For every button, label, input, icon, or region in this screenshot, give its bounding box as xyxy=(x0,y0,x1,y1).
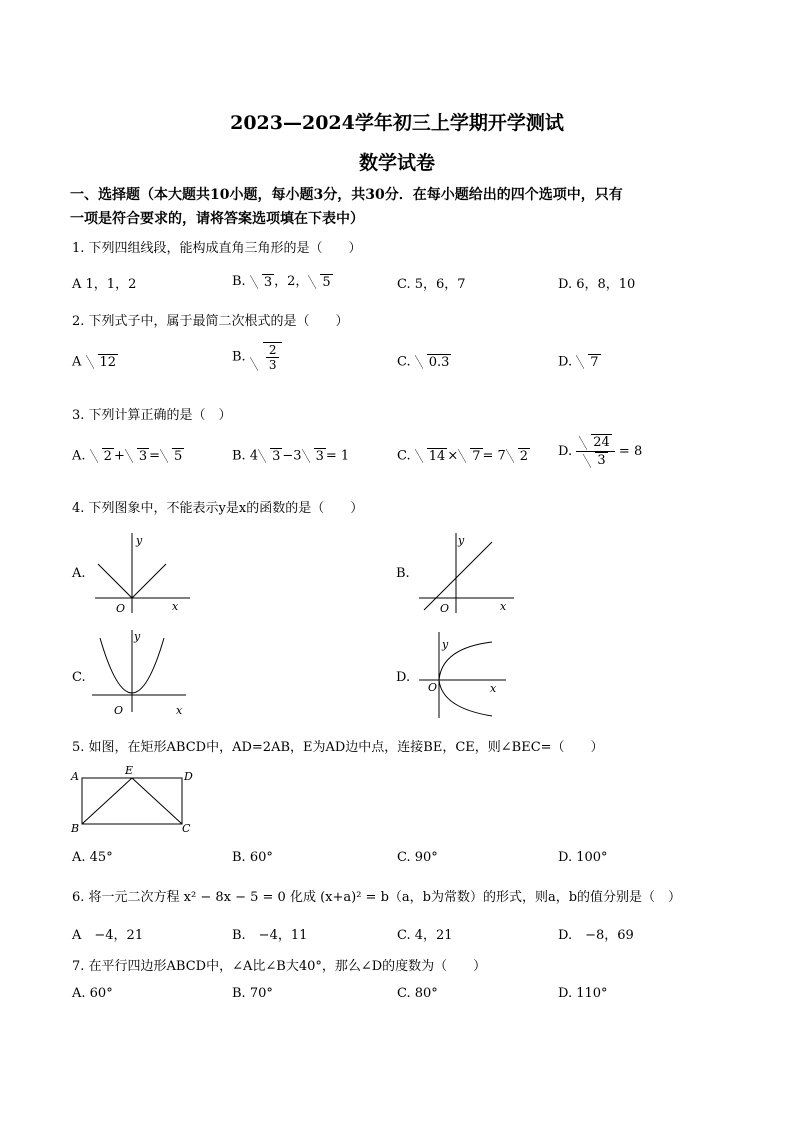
q2-d-prefix: D. xyxy=(558,354,573,370)
q3-a-radicand-2: 3 xyxy=(138,449,148,464)
q1-option-d: D. 6，8，10 xyxy=(558,277,636,292)
q4d-y-label: y xyxy=(442,638,449,651)
q5-label-a: A xyxy=(71,770,79,783)
question-1-stem: 1. 下列四组线段，能构成直角三角形的是（ ） xyxy=(72,241,362,256)
q3-c-radicand-1: 14 xyxy=(428,449,446,464)
q3-c-op: × xyxy=(447,448,459,464)
q4b-x-label: x xyxy=(500,600,507,613)
q5-rectangle-figure xyxy=(66,762,196,838)
q4d-origin: O xyxy=(428,681,438,694)
q3-c-radicand-3: 2 xyxy=(519,449,529,464)
q4d-curve xyxy=(439,642,492,716)
question-3-stem: 3. 下列计算正确的是（ ） xyxy=(72,408,232,423)
q3-d-num-radical xyxy=(579,434,612,451)
question-2-stem: 2. 下列式子中，属于最简二次根式的是（ ） xyxy=(72,314,349,329)
q4-label-b: B. xyxy=(396,566,410,581)
q6-option-c: C. 4，21 xyxy=(397,928,453,943)
q1-b-radical-2 xyxy=(308,274,332,290)
q3-d-eq: = 8 xyxy=(618,444,643,459)
q2-b-prefix: B. xyxy=(232,349,246,365)
q7-option-c: C. 80° xyxy=(397,986,438,1001)
q4-label-d: D. xyxy=(396,670,411,685)
q2-option-a xyxy=(72,354,118,370)
q3-d-den-radical xyxy=(583,452,607,469)
page-subtitle: 数学试卷 xyxy=(358,152,435,174)
q2-c-radical xyxy=(415,354,452,370)
q4a-x-label: x xyxy=(172,600,179,613)
q5-rectangle xyxy=(82,778,182,824)
q3-a-radicand-1: 2 xyxy=(103,449,112,464)
q4a-origin: O xyxy=(116,602,126,615)
q3-a-radical-3 xyxy=(160,448,184,464)
q4-label-a: A. xyxy=(72,566,86,581)
q3-option-d xyxy=(558,434,642,469)
question-7-stem: 7. 在平行四边形ABCD中，∠A比∠B大40°，那么∠D的度数为（ ） xyxy=(72,959,487,974)
question-6-stem: 6. 将一元二次方程 x² − 8x − 5 = 0 化成 (x+a)² = b（a，b为常数）的形式，则a，b的值分别是（ ） xyxy=(72,890,682,905)
q7-option-b: B. 70° xyxy=(232,986,273,1001)
q3-d-denominator xyxy=(576,452,615,469)
q4d-x-label: x xyxy=(490,682,497,695)
q6-option-d: D. −8，69 xyxy=(558,928,634,943)
q4c-origin: O xyxy=(114,704,124,717)
q1-b-radical-1 xyxy=(250,274,274,290)
q2-c-prefix: C. xyxy=(397,354,411,370)
q3-a-radical-1 xyxy=(90,448,114,464)
q2-d-radical xyxy=(576,354,600,370)
q5-option-a: A. 45° xyxy=(72,850,113,865)
q3-a-prefix: A. xyxy=(72,448,86,464)
q5-label-e: E xyxy=(125,764,134,777)
q1-b-radicand-1: 3 xyxy=(263,274,273,290)
q3-c-prefix: C. xyxy=(397,448,411,464)
q2-option-d xyxy=(558,354,601,370)
q1-b-prefix: B. xyxy=(232,274,246,289)
q3-a-eq: = xyxy=(149,448,161,464)
q5-segment-ce xyxy=(132,778,182,824)
q4b-y-label: y xyxy=(458,534,465,547)
q3-b-radicand-1: 3 xyxy=(272,449,281,464)
q2-a-radical xyxy=(86,354,119,370)
q1-option-c: C. 5，6，7 xyxy=(397,277,466,292)
q3-c-eq: = 7 xyxy=(482,448,506,464)
q2-b-fraction xyxy=(266,343,280,372)
q2-a-radicand: 12 xyxy=(99,355,117,370)
q5-option-c: C. 90° xyxy=(397,850,438,865)
q3-d-numerator xyxy=(576,434,615,452)
q7-option-a: A. 60° xyxy=(72,986,113,1001)
q4b-origin: O xyxy=(440,602,450,615)
q3-c-radical-3 xyxy=(506,448,530,464)
q1-option-b xyxy=(232,270,333,290)
q6-option-b: B. −4，11 xyxy=(232,928,308,943)
q2-a-prefix: A xyxy=(72,354,82,370)
q2-b-radicand xyxy=(263,342,283,372)
q3-c-radical-1 xyxy=(415,448,448,464)
q5-option-b: B. 60° xyxy=(232,850,273,865)
q3-b-radical-2 xyxy=(302,448,326,464)
q3-a-radical-2 xyxy=(125,448,149,464)
q4-graph-d xyxy=(414,628,524,720)
q4-graph-c xyxy=(90,628,200,718)
q3-d-den-radicand: 3 xyxy=(597,453,606,468)
q5-segment-be xyxy=(82,778,132,824)
q4-label-c: C. xyxy=(72,670,86,685)
q3-d-fraction xyxy=(576,434,615,469)
q1-b-mid: ，2， xyxy=(274,274,309,289)
q1-b-radicand-2: 5 xyxy=(322,274,331,290)
q2-b-denominator: 3 xyxy=(268,358,277,372)
q2-c-radicand: 0.3 xyxy=(428,355,450,370)
q5-label-d: D xyxy=(184,770,193,783)
q3-option-c xyxy=(397,448,530,464)
q6-option-a: A −4，21 xyxy=(72,928,144,943)
q3-a-op: + xyxy=(113,448,125,464)
q4c-y-label: y xyxy=(134,630,141,643)
q3-option-a xyxy=(72,448,184,464)
q3-b-radical-1 xyxy=(258,448,282,464)
page-title: 2023—2024学年初三上学期开学测试 xyxy=(230,112,564,134)
q2-b-numerator: 2 xyxy=(266,343,280,358)
q4c-x-label: x xyxy=(176,704,183,717)
q3-b-coef: 4 xyxy=(249,448,259,464)
q1-option-a: A 1，1，2 xyxy=(72,277,137,292)
q3-option-b xyxy=(232,448,349,464)
question-4-stem: 4. 下列图象中，不能表示y是x的函数的是（ ） xyxy=(72,501,364,516)
q3-b-eq: = 1 xyxy=(325,448,350,464)
q3-d-prefix: D. xyxy=(558,444,573,459)
q5-option-d: D. 100° xyxy=(558,850,608,865)
q2-d-radicand: 7 xyxy=(590,355,599,370)
q3-c-radicand-2: 7 xyxy=(472,449,481,464)
q2-b-radical xyxy=(250,342,283,372)
q4a-y-label: y xyxy=(136,534,143,547)
q5-label-c: C xyxy=(182,822,191,835)
q3-c-radical-2 xyxy=(458,448,482,464)
q7-option-d: D. 110° xyxy=(558,986,608,1001)
q3-d-num-radicand: 24 xyxy=(593,435,610,450)
q3-b-op: −3 xyxy=(282,448,302,464)
q2-option-c xyxy=(397,354,451,370)
q3-a-radicand-3: 5 xyxy=(174,449,183,464)
q4-graph-a xyxy=(90,528,200,618)
question-5-stem: 5. 如图，在矩形ABCD中，AD=2AB，E为AD边中点，连接BE，CE，则∠BEC=（ ） xyxy=(72,740,604,755)
section-header-line2: 一项是符合要求的，请将答案选项填在下表中） xyxy=(70,211,364,227)
q5-label-b: B xyxy=(71,822,80,835)
q4-graph-b xyxy=(414,528,524,618)
q3-b-prefix: B. xyxy=(232,448,246,464)
q3-b-radicand-2: 3 xyxy=(315,449,324,464)
q4b-curve xyxy=(424,542,492,610)
section-header-line1: 一、选择题（本大题共10小题，每小题3分，共30分．在每小题给出的四个选项中，只有 xyxy=(70,187,623,203)
q2-option-b xyxy=(232,342,282,372)
